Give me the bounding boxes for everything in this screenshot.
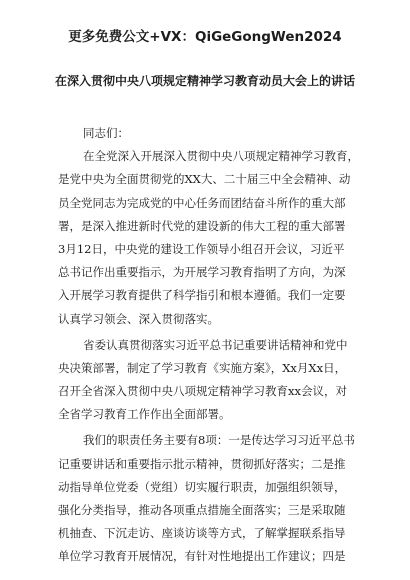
paragraph-line: 强化分类指导，推动各项重点措施全面落实；三是采取随 bbox=[58, 503, 346, 517]
paragraph-line: 省委认真贯彻落实习近平总书记重要讲话精神和党中 bbox=[83, 337, 348, 352]
paragraph-1 bbox=[58, 145, 358, 331]
paragraph-line: 我们的职责任务主要有8项：一是传达学习习近平总书 bbox=[83, 433, 355, 448]
document-body bbox=[58, 122, 358, 569]
paragraph-line: 署，是深入推进新时代党的建设新的伟大工程的重大部署 bbox=[58, 218, 346, 233]
paragraph-line: 全省学习教育工作作出全面部署。 bbox=[58, 407, 231, 422]
paragraph-line: 认真学习领会、深入贯彻落实。 bbox=[58, 311, 219, 326]
paragraph-line: 在全党深入开展深入贯彻中央八项规定精神学习教育， bbox=[83, 149, 359, 164]
paragraph-line: 记重要讲话和重要指示批示精神，贯彻抓好落实；二是推 bbox=[58, 456, 346, 471]
salutation: 同志们： bbox=[83, 126, 129, 140]
page-header: 更多免费公文+VX：QiGeGongWen2024 bbox=[68, 29, 342, 45]
paragraph-line: 员全党同志为完成党的中心任务而团结奋斗所作的重大部 bbox=[58, 195, 346, 210]
paragraph-2 bbox=[58, 334, 358, 427]
paragraph-line: 入开展学习教育提供了科学指引和根本遵循。我们一定要 bbox=[58, 288, 346, 303]
paragraph-3 bbox=[58, 429, 358, 568]
paragraph-line: 央决策部署，制定了学习教育《实施方案》，Xx月Xx日， bbox=[58, 360, 347, 375]
paragraph-line: 召开全省深入贯彻中央八项规定精神学习教育xx会议，对 bbox=[58, 384, 347, 399]
paragraph-line: 总书记作出重要指示，为开展学习教育指明了方向，为深 bbox=[58, 265, 346, 280]
document-title: 在深入贯彻中央八项规定精神学习教育动员大会上的讲话 bbox=[54, 74, 355, 88]
paragraph-line: 是党中央为全面贯彻党的XX大、二十届三中全会精神、动 bbox=[58, 172, 351, 187]
paragraph-line: 3月12日，中央党的建设工作领导小组召开会议，习近平 bbox=[58, 241, 345, 256]
paragraph-line: 动指导单位党委（党组）切实履行职责，加强组织领导， bbox=[58, 479, 346, 494]
paragraph-line: 机抽查、下沉走访、座谈访谈等方式，了解掌握联系指导 bbox=[58, 526, 346, 541]
paragraph-line: 单位学习教育开展情况，有针对性地提出工作建议；四是 bbox=[58, 549, 346, 564]
